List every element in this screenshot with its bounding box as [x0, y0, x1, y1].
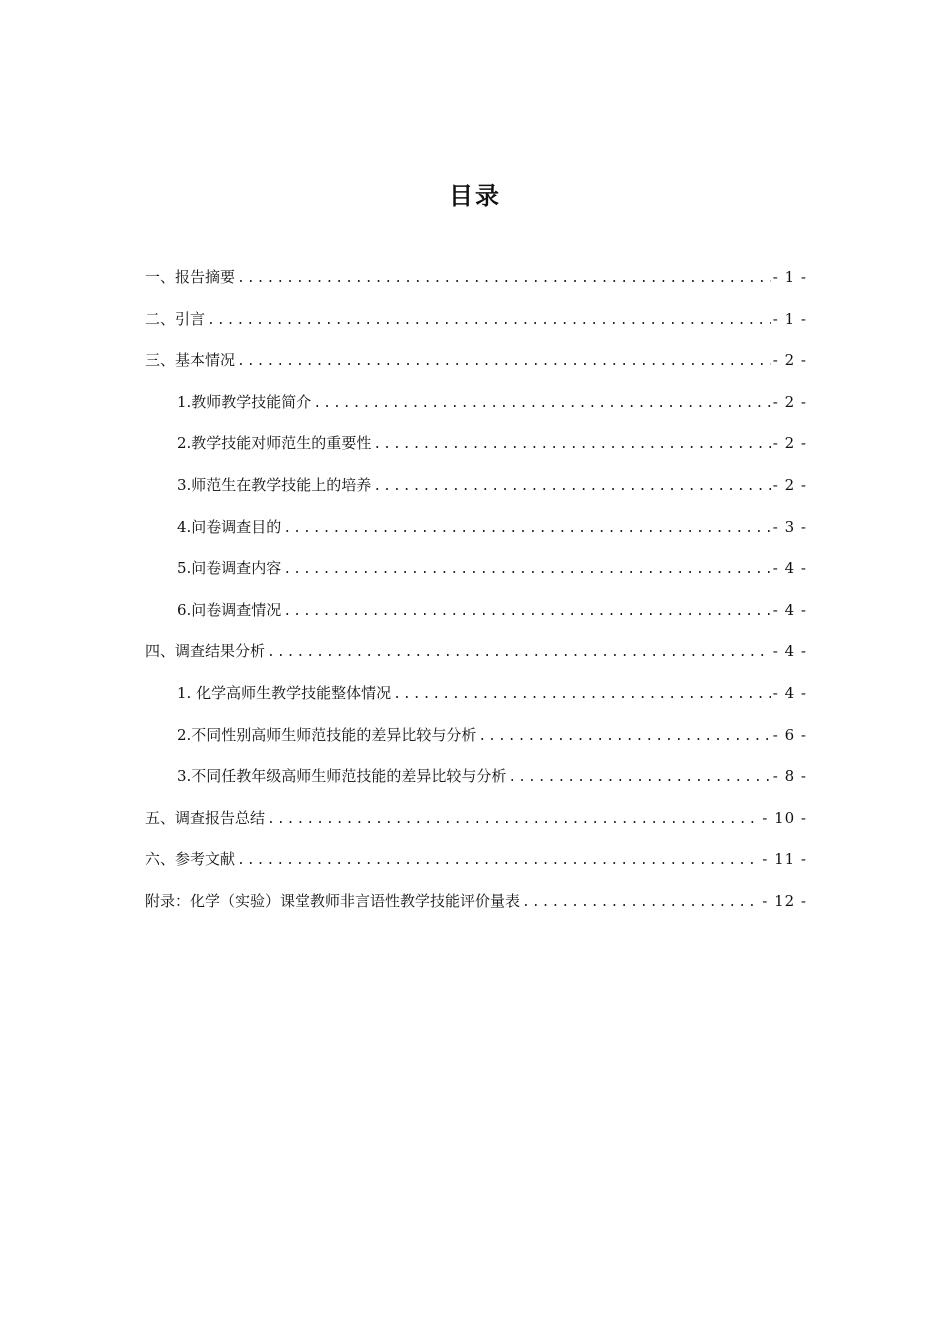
- toc-dot-leader: [267, 638, 771, 668]
- toc-entry-page: - 1 -: [772, 268, 807, 286]
- toc-subentry[interactable]: [145, 387, 807, 429]
- toc-entry-label: 1.教师教学技能简介: [177, 392, 312, 411]
- toc-dot-leader: [237, 347, 771, 377]
- toc-entry-label: 一、报告摘要: [145, 268, 236, 286]
- toc-entry-label: 5.问卷调查内容: [177, 559, 282, 578]
- toc-entry-label: 2.不同性别高师生师范技能的差异比较与分析: [177, 725, 477, 744]
- toc-subentry[interactable]: [145, 428, 807, 470]
- toc-dot-leader: [207, 306, 771, 336]
- toc-entry-page: - 6 -: [772, 725, 807, 744]
- toc-entry-page: - 3 -: [772, 517, 807, 536]
- toc-entry[interactable]: [145, 304, 807, 346]
- toc-entry-label: 1. 化学高师生教学技能整体情况: [177, 683, 392, 702]
- toc-subentry[interactable]: [145, 470, 807, 512]
- toc-entry[interactable]: [145, 803, 807, 845]
- toc-entry-page: - 8 -: [772, 767, 807, 786]
- toc-entry-page: - 10 -: [762, 808, 807, 827]
- toc-entry-label: 4.问卷调查目的: [177, 517, 282, 536]
- toc-entry-page: - 4 -: [772, 559, 807, 578]
- toc-entry-page: - 2 -: [772, 434, 807, 453]
- toc-entry-label: 6.问卷调查情况: [177, 600, 282, 619]
- toc-entry-label: 五、调查报告总结: [145, 808, 266, 827]
- toc-subentry[interactable]: [145, 761, 807, 803]
- toc-entry-label: 2.教学技能对师范生的重要性: [177, 434, 372, 453]
- toc-entry-label: 3.师范生在教学技能上的培养: [177, 475, 372, 494]
- toc-entry-label: 附录：化学（实验）课堂教师非言语性教学技能评价量表: [145, 891, 521, 910]
- toc-entry-page: - 2 -: [772, 475, 807, 494]
- toc-entry-page: - 11 -: [762, 850, 807, 869]
- toc-entry[interactable]: [145, 345, 807, 387]
- toc-entry-label: 六、参考文献: [145, 850, 236, 869]
- toc-dot-leader: [237, 846, 760, 876]
- toc-dot-leader: [267, 805, 760, 835]
- toc-entry-page: - 12 -: [762, 891, 807, 910]
- toc-entry-page: - 4 -: [772, 642, 807, 661]
- toc-dot-leader: [393, 680, 771, 710]
- toc-dot-leader: [478, 722, 770, 752]
- toc-entry-label: 二、引言: [145, 309, 206, 328]
- toc-entry[interactable]: [145, 844, 807, 886]
- toc-subentry[interactable]: [145, 720, 807, 762]
- toc-entry-page: - 1 -: [772, 309, 807, 328]
- toc-entry-page: - 4 -: [772, 600, 807, 619]
- toc-dot-leader: [283, 555, 770, 585]
- toc-subentry[interactable]: [145, 595, 807, 637]
- toc-subentry[interactable]: [145, 678, 807, 720]
- toc-list: [145, 262, 807, 928]
- toc-dot-leader: [373, 472, 770, 502]
- toc-dot-leader: [373, 430, 770, 460]
- toc-entry[interactable]: [145, 262, 807, 304]
- toc-dot-leader: [283, 514, 770, 544]
- toc-subentry[interactable]: [145, 512, 807, 554]
- toc-entry-page: - 4 -: [772, 683, 807, 702]
- toc-entry-label: 四、调查结果分析: [145, 642, 266, 661]
- toc-entry-label: 三、基本情况: [145, 351, 236, 370]
- toc-title: 目录: [449, 182, 501, 210]
- toc-dot-leader: [283, 597, 770, 627]
- toc-entry-page: - 2 -: [772, 351, 807, 370]
- toc-entry[interactable]: [145, 886, 807, 928]
- toc-dot-leader: [237, 264, 771, 294]
- toc-entry[interactable]: [145, 636, 807, 678]
- toc-dot-leader: [313, 389, 770, 419]
- toc-entry-page: - 2 -: [772, 392, 807, 411]
- toc-dot-leader: [522, 888, 760, 918]
- toc-subentry[interactable]: [145, 553, 807, 595]
- toc-dot-leader: [508, 763, 770, 793]
- toc-entry-label: 3.不同任教年级高师生师范技能的差异比较与分析: [177, 767, 507, 786]
